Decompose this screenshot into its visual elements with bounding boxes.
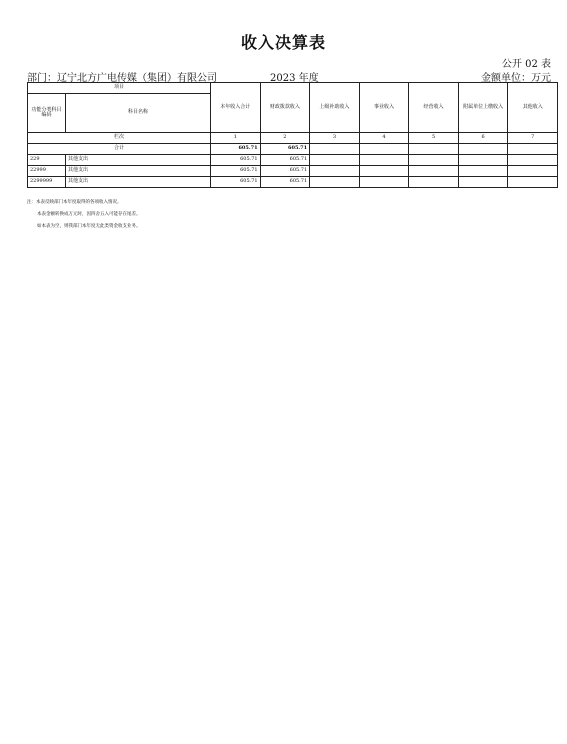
row-value (310, 177, 360, 188)
row-index-label: 栏次 (28, 133, 211, 144)
row-value: 605.71 (260, 155, 310, 166)
row-code: 229 (28, 155, 66, 166)
footnote: 如本表为空，则我部门本年度无此类资金收支业务。 (37, 224, 141, 229)
row-value (508, 177, 558, 188)
col-header-4: 事业收入 (359, 83, 409, 133)
row-value: 605.71 (211, 166, 261, 177)
total-value: 605.71 (211, 144, 261, 155)
row-name: 其他支出 (66, 166, 211, 177)
col-number: 6 (458, 133, 508, 144)
col-number: 1 (211, 133, 261, 144)
row-code: 22999 (28, 166, 66, 177)
total-row (28, 144, 558, 155)
row-value (458, 166, 508, 177)
table-row (28, 177, 558, 188)
amount-unit: 金额单位：万元 (481, 73, 551, 84)
col-number-row (28, 133, 558, 144)
total-value (310, 144, 360, 155)
income-table (27, 82, 558, 188)
department-label: 部门：辽宁北方广电传媒（集团）有限公司 (27, 73, 217, 84)
form-number: 公开 02 表 (501, 59, 551, 70)
total-label: 合计 (28, 144, 211, 155)
col-number: 7 (508, 133, 558, 144)
row-value (458, 177, 508, 188)
footnote: 本表金额转换成万元时，因四舍五入可能存在尾差。 (37, 212, 141, 217)
row-value (359, 177, 409, 188)
row-value: 605.71 (260, 166, 310, 177)
header-row-1 (28, 83, 558, 94)
col-header-3: 上级补助收入 (310, 83, 360, 133)
total-value (458, 144, 508, 155)
row-name: 其他支出 (66, 155, 211, 166)
table-row (28, 155, 558, 166)
total-value (409, 144, 459, 155)
row-value (409, 155, 459, 166)
col-header-2: 财政拨款收入 (260, 83, 310, 133)
row-value (359, 155, 409, 166)
row-value (310, 155, 360, 166)
col-number: 5 (409, 133, 459, 144)
col-header-5: 经营收入 (409, 83, 459, 133)
row-code: 2299999 (28, 177, 66, 188)
col-header-6: 附属单位上缴收入 (458, 83, 508, 133)
row-value (409, 177, 459, 188)
col-number: 4 (359, 133, 409, 144)
col-number: 2 (260, 133, 310, 144)
col-header-1: 本年收入合计 (211, 83, 261, 133)
footnote: 注：本表反映部门本年度取得的各项收入情况。 (27, 200, 122, 205)
report-title: 收入决算表 (240, 33, 326, 52)
row-value (310, 166, 360, 177)
total-value: 605.71 (260, 144, 310, 155)
row-value: 605.71 (260, 177, 310, 188)
total-value (359, 144, 409, 155)
col-header-7: 其他收入 (508, 83, 558, 133)
row-value (508, 155, 558, 166)
row-value (409, 166, 459, 177)
name-header: 科目名称 (66, 94, 211, 133)
row-value (359, 166, 409, 177)
row-value (458, 155, 508, 166)
row-value: 605.71 (211, 155, 261, 166)
row-name: 其他支出 (66, 177, 211, 188)
row-value (508, 166, 558, 177)
footnotes (27, 197, 141, 233)
col-number: 3 (310, 133, 360, 144)
fiscal-year: 2023 年度 (270, 73, 319, 84)
row-value: 605.71 (211, 177, 261, 188)
item-header: 项目 (28, 83, 211, 94)
table-row (28, 166, 558, 177)
total-value (508, 144, 558, 155)
code-header: 功能分类科目编码 (28, 94, 66, 133)
